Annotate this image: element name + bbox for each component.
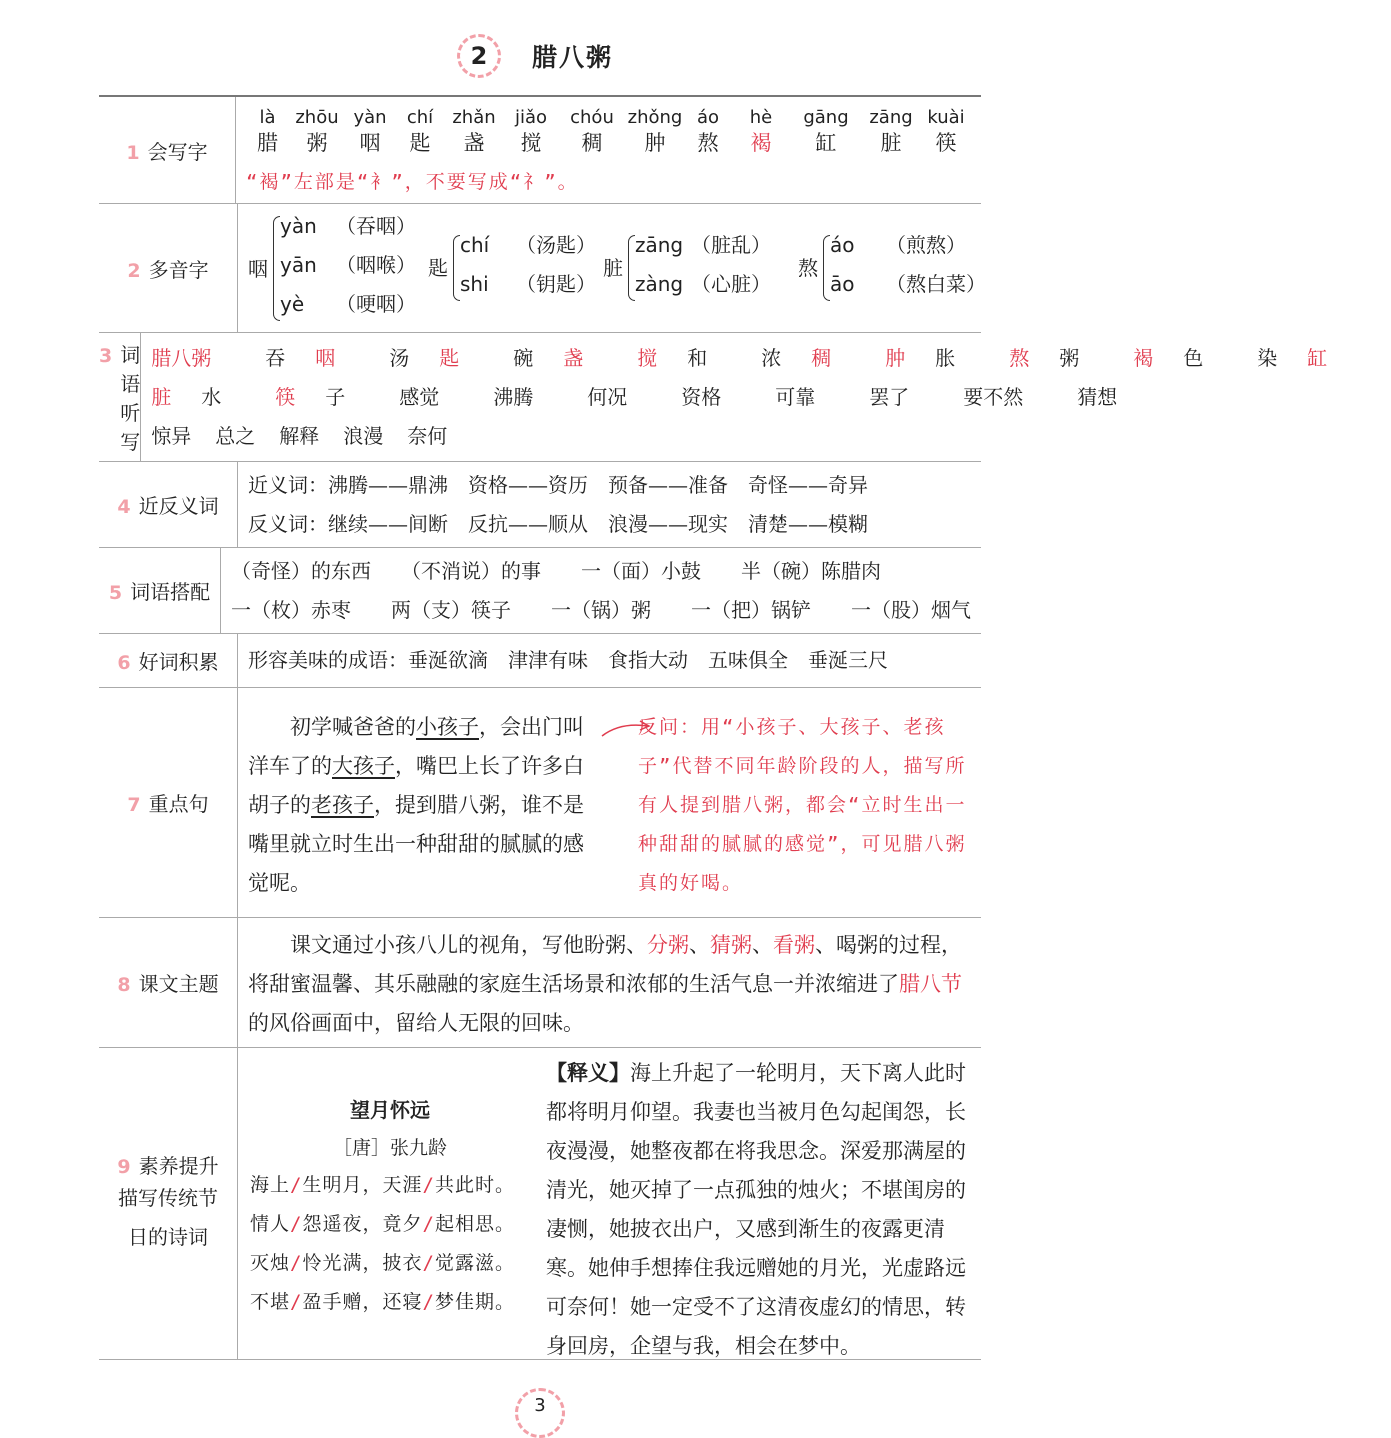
slash-mark: /	[422, 1252, 435, 1274]
row-subtitle: 描写传统节	[118, 1186, 218, 1210]
word-part: 感觉	[399, 385, 440, 409]
dictation-word	[963, 378, 1053, 417]
dictation-word	[637, 339, 737, 378]
poem-line	[250, 1166, 530, 1205]
reading-word: （吞咽）	[336, 214, 416, 238]
reading-pinyin: shi	[460, 272, 489, 296]
row-content	[236, 97, 981, 203]
row-subtitle: 日的诗词	[128, 1225, 208, 1249]
hanzi: 粥	[306, 131, 328, 155]
pinyin: hè	[749, 107, 773, 128]
poem-title: 望月怀远	[350, 1098, 430, 1122]
char-with-pinyin	[559, 107, 625, 157]
dictation-word	[1009, 339, 1109, 378]
reading-pinyin: āo	[830, 272, 855, 296]
lesson-title: 腊八粥	[532, 43, 614, 72]
pinyin: chóu	[570, 107, 614, 128]
row-good-words	[99, 634, 981, 688]
poem-line	[250, 1283, 530, 1322]
dictation-word: 总之	[215, 424, 256, 448]
reading-word: （脏乱）	[691, 233, 771, 257]
row-content	[238, 1048, 981, 1359]
row-content	[238, 462, 981, 547]
dictation-word	[587, 378, 657, 417]
word-part: 色	[1183, 346, 1204, 370]
polyphone-group	[798, 204, 998, 333]
row-label	[99, 333, 141, 461]
collocation-line: （奇怪）的东西 （不消说）的事 一（面）小鼓 半（碗）陈腊肉	[231, 559, 881, 583]
poem-author: ［唐］张九龄	[332, 1137, 447, 1159]
dictation-word	[885, 339, 985, 378]
word-part: 胀	[935, 346, 956, 370]
hanzi: 褐	[750, 131, 772, 155]
brace-shape	[273, 216, 280, 321]
row-number: 3	[99, 345, 113, 367]
poem-seg: 海上	[250, 1174, 291, 1196]
dictation-word	[1077, 378, 1147, 417]
poem-seg: 起相思。	[434, 1213, 515, 1235]
word-part-new: 缸	[1307, 346, 1328, 370]
slash-mark: /	[290, 1291, 303, 1313]
pinyin: zāng	[869, 107, 913, 128]
hanzi: 缸	[815, 131, 837, 155]
row-number: 6	[117, 652, 131, 674]
dictation-word	[265, 339, 365, 378]
slash-mark: /	[422, 1174, 435, 1196]
reading	[635, 268, 771, 297]
row-literacy	[99, 1048, 981, 1360]
row-number: 7	[127, 794, 141, 816]
reading-word: （哽咽）	[336, 292, 416, 316]
polyphone-group	[428, 204, 628, 333]
poem-seg: 不堪	[250, 1291, 291, 1313]
char-with-pinyin	[289, 107, 345, 157]
dictation-word	[681, 378, 751, 417]
slash-mark: /	[422, 1213, 435, 1235]
pinyin: gāng	[803, 107, 849, 128]
row-number: 4	[117, 496, 131, 518]
reading-word: （熬白菜）	[886, 272, 986, 296]
poem-seg: 情人	[250, 1213, 291, 1235]
poem-seg: 觉露滋。	[434, 1252, 515, 1274]
dictation-word	[399, 378, 469, 417]
row-title: 重点句	[148, 792, 209, 816]
key-sentence-note: 反问：用“小孩子、大孩子、老孩子”代替不同年龄阶段的人，描写所有人提到腊八粥，都会“立时生出一种甜甜的腻腻的感觉”，可见腊八粥真的好喝。	[638, 716, 967, 894]
word-part-new: 肿	[885, 346, 906, 370]
word-part: 浓	[761, 346, 782, 370]
row-title: 课文主题	[138, 972, 219, 996]
polyphone-char: 匙	[428, 256, 448, 280]
row-key-sentence	[99, 688, 981, 918]
hanzi: 熬	[697, 131, 719, 155]
hanzi: 肿	[644, 131, 666, 155]
dictation-line	[151, 378, 1381, 417]
brace-shape	[628, 235, 635, 301]
reading	[830, 268, 986, 297]
poem-seg: 怨遥夜，竟夕	[302, 1213, 423, 1235]
word-part: 要不然	[963, 385, 1024, 409]
dictation-word	[151, 378, 251, 417]
word-part-new: 匙	[439, 346, 460, 370]
word-part-new: 咽	[315, 346, 336, 370]
char-with-pinyin	[246, 107, 289, 157]
idiom-line: 形容美味的成语：垂涎欲滴 津津有味 食指大动 五味俱全 垂涎三尺	[248, 648, 888, 672]
pinyin: chí	[406, 107, 434, 128]
row-title: 素养提升	[138, 1154, 219, 1178]
hanzi: 搅	[520, 131, 542, 155]
dictation-word: 惊异	[151, 424, 192, 448]
reading-word: （钥匙）	[516, 272, 596, 296]
word-part-new: 熬	[1009, 346, 1030, 370]
underlined-phrase: 小孩子	[416, 715, 479, 739]
word-part: 子	[325, 385, 346, 409]
word-part-new: 搅	[637, 346, 658, 370]
reading	[635, 229, 771, 258]
dictation-word	[275, 378, 375, 417]
reading	[460, 268, 596, 297]
row-content	[238, 688, 981, 917]
pinyin: jiǎo	[514, 107, 548, 128]
dictation-word	[1133, 339, 1233, 378]
dictation-word	[775, 378, 845, 417]
row-label	[99, 548, 221, 633]
char-with-pinyin	[685, 107, 731, 157]
word-part-new: 筷	[275, 385, 296, 409]
row-number: 2	[127, 259, 141, 282]
row-label	[99, 97, 236, 203]
polyphone-char: 脏	[603, 256, 623, 280]
row-title: 好词积累	[138, 650, 219, 674]
word-part: 资格	[681, 385, 722, 409]
polyphone-group	[603, 204, 803, 333]
row-label	[99, 1048, 238, 1359]
char-with-pinyin	[503, 107, 559, 157]
word-part: 碗	[513, 346, 534, 370]
polyphone-char: 熬	[798, 256, 818, 280]
reading	[280, 288, 416, 317]
dictation-word: 奈何	[407, 424, 448, 448]
row-title: 多音字	[148, 257, 209, 282]
antonym-line: 反义词：继续——间断 反抗——顺从 浪漫——现实 清楚——模糊	[248, 512, 868, 536]
reading-pinyin: yān	[280, 253, 317, 277]
pinyin: là	[259, 107, 276, 128]
word-part: 沸腾	[493, 385, 534, 409]
hanzi: 脏	[880, 131, 902, 155]
poem-seg: 共此时。	[434, 1174, 515, 1196]
polyphone-char: 咽	[248, 256, 268, 281]
dictation-word	[869, 378, 939, 417]
word-part: 吞	[265, 346, 286, 370]
hanzi: 咽	[359, 131, 381, 155]
reading-pinyin: zāng	[635, 233, 684, 257]
poem-line	[250, 1244, 530, 1283]
row-number: 8	[117, 974, 131, 996]
pinyin: zhǎn	[452, 107, 496, 128]
slash-mark: /	[422, 1291, 435, 1313]
hanzi: 筷	[935, 131, 957, 155]
page-number: 3	[515, 1388, 565, 1438]
pinyin: zhōu	[295, 107, 339, 128]
word-part: 汤	[389, 346, 410, 370]
reading-pinyin: zàng	[635, 272, 684, 296]
slash-mark: /	[290, 1252, 303, 1274]
reading	[460, 229, 596, 258]
reading-pinyin: áo	[830, 233, 855, 257]
row-content	[238, 634, 981, 687]
row-number: 9	[117, 1156, 131, 1178]
row-theme	[99, 918, 981, 1048]
pinyin: kuài	[927, 107, 965, 128]
pinyin: yàn	[353, 107, 387, 128]
poem-seg: 怜光满，披衣	[302, 1252, 423, 1274]
lesson-number-badge: 2	[457, 34, 501, 78]
word-part: 罢了	[869, 385, 910, 409]
word-part-new: 褐	[1133, 346, 1154, 370]
polyphone-group	[248, 204, 448, 333]
row-synonyms-antonyms	[99, 462, 981, 548]
poem	[250, 1090, 530, 1322]
pinyin: áo	[696, 107, 720, 128]
char-with-pinyin	[861, 107, 921, 157]
key-sentence-text: 初学喊爸爸的小孩子，会出门叫洋车了的大孩子，嘴巴上长了许多白胡子的老孩子，提到腊八粥，谁不是嘴里就立时生出一种甜甜的腻腻的感觉呢。	[248, 715, 584, 895]
char-with-pinyin	[345, 107, 395, 157]
char-with-pinyin	[731, 107, 791, 157]
row-label	[99, 462, 238, 547]
poem-seg: 梦佳期。	[434, 1291, 515, 1313]
word-part: 水	[201, 385, 222, 409]
row-title: 近反义词	[138, 494, 219, 518]
dictation-word: 浪漫	[343, 424, 384, 448]
dictation-word	[493, 378, 563, 417]
theme-text: 课文通过小孩八儿的视角，写他盼粥、分粥、猜粥、看粥、喝粥的过程，将甜蜜温馨、其乐融融的家庭生活场景和浓郁的生活气息一并浓缩进了腊八节的风俗画面中，留给人无限的回味。	[248, 933, 962, 1035]
brace-shape	[453, 235, 460, 301]
reading	[830, 229, 966, 258]
word-part: 可靠	[775, 385, 816, 409]
reading-word: （汤匙）	[516, 233, 596, 257]
dictation-word: 解释	[279, 424, 320, 448]
poem-explanation: 【释义】海上升起了一轮明月，天下离人此时都将明月仰望。我妻也当被月色勾起闺怨，长夜漫漫，她整夜都在将我思念。深爱那满屋的清光，她灭掉了一点孤独的烛火；不堪闺房的凄恻，她披衣出户，又感到渐生的夜露更清寒。她伸手想捧住我远赠她的月光，光虚路远可奈何！她一定受不了这清夜虚幻的情思，转身回房，企望与我，相会在梦中。	[546, 1061, 966, 1358]
row-collocations	[99, 548, 981, 634]
dictation-word	[513, 339, 613, 378]
char-with-pinyin	[791, 107, 861, 157]
explanation-tag: 【释义】	[546, 1061, 630, 1085]
reading-pinyin: yè	[280, 292, 305, 316]
char-list	[246, 97, 971, 157]
row-label	[99, 688, 238, 917]
poem-line	[250, 1205, 530, 1244]
row-title: 会写字	[147, 139, 208, 164]
reading	[280, 249, 416, 278]
poem-seg: 灭烛	[250, 1252, 291, 1274]
reading-pinyin: chí	[460, 233, 490, 257]
word-part-new: 腊八粥	[151, 346, 212, 370]
row-polyphones	[99, 204, 986, 333]
hanzi: 腊	[257, 131, 278, 155]
row-content	[141, 333, 1391, 461]
collocation-line: 一（枚）赤枣 两（支）筷子 一（锅）粥 一（把）锅铲 一（股）烟气	[231, 598, 971, 622]
hanzi: 盏	[463, 131, 485, 155]
row-label	[99, 918, 238, 1047]
study-table	[99, 95, 1328, 1360]
char-with-pinyin	[445, 107, 503, 157]
word-part: 猜想	[1077, 385, 1118, 409]
row-number: 1	[126, 141, 140, 164]
underlined-phrase: 老孩子	[311, 793, 374, 817]
pinyin: zhǒng	[627, 107, 683, 128]
dictation-word	[151, 339, 241, 378]
reading-word: （咽喉）	[336, 253, 416, 277]
word-part-new: 盏	[563, 346, 584, 370]
word-part-new: 稠	[811, 346, 832, 370]
row-label	[99, 634, 238, 687]
row-title: 词语听写	[120, 343, 141, 454]
row-title: 词语搭配	[130, 580, 211, 604]
poem-seg: 生明月，天涯	[302, 1174, 423, 1196]
hanzi: 稠	[581, 131, 603, 155]
writing-note: “褐”左部是“衤”，不要写成“礻”。	[246, 171, 579, 193]
reading	[280, 210, 416, 239]
underlined-phrase: 大孩子	[332, 754, 395, 778]
slash-mark: /	[290, 1174, 303, 1196]
char-with-pinyin	[395, 107, 445, 157]
row-writing-chars	[99, 97, 981, 204]
dictation-word	[389, 339, 489, 378]
dictation-word	[1257, 339, 1357, 378]
reading-word: （心脏）	[691, 272, 771, 296]
synonym-line: 近义词：沸腾——鼎沸 资格——资历 预备——准备 奇怪——奇异	[248, 473, 868, 497]
row-content	[221, 548, 981, 633]
dictation-line	[151, 339, 1381, 378]
word-part-new: 脏	[151, 385, 172, 409]
poem-seg: 盈手赠，还寝	[302, 1291, 423, 1313]
row-number: 5	[108, 582, 123, 604]
row-label	[99, 204, 238, 332]
row-content	[238, 204, 986, 332]
row-dictation	[99, 333, 1328, 462]
poem-lines	[250, 1166, 530, 1322]
word-part: 和	[687, 346, 708, 370]
dictation-word	[761, 339, 861, 378]
brace-shape	[823, 235, 830, 301]
page-header	[0, 34, 1080, 84]
hanzi: 匙	[409, 131, 431, 155]
word-part: 何况	[587, 385, 628, 409]
reading-pinyin: yàn	[280, 214, 317, 238]
char-with-pinyin	[921, 107, 971, 157]
word-part: 粥	[1059, 346, 1080, 370]
char-with-pinyin	[625, 107, 685, 157]
reading-word: （煎熬）	[886, 233, 966, 257]
slash-mark: /	[290, 1213, 303, 1235]
word-part: 染	[1257, 346, 1278, 370]
dictation-line	[151, 417, 1381, 456]
